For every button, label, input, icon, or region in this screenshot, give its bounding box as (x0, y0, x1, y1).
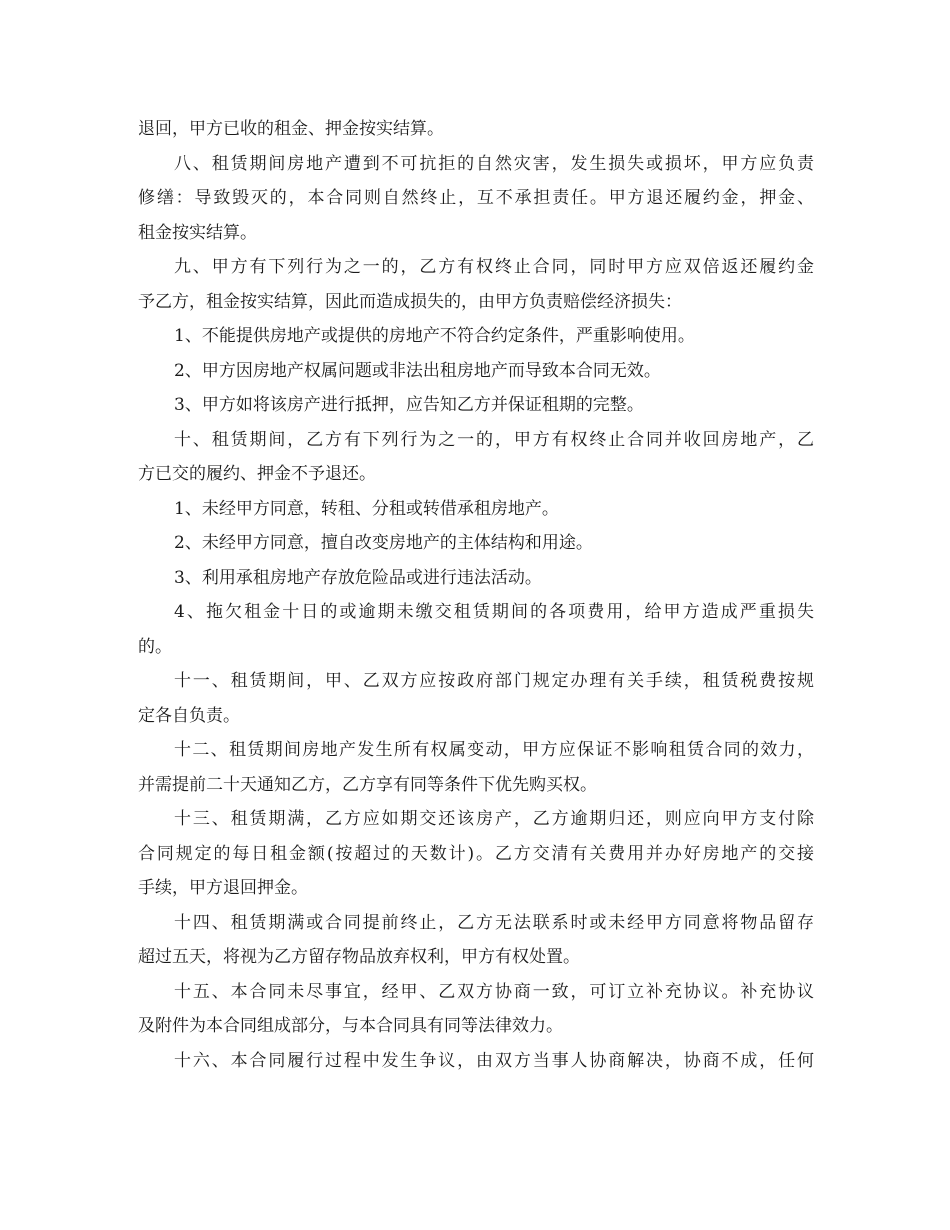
document-line: 超过五天，将视为乙方留存物品放弃权利，甲方有权处置。 (138, 947, 580, 967)
document-line: 十、租赁期间，乙方有下列行为之一的，甲方有权终止合同并收回房地产，乙 (174, 429, 814, 450)
document-line: 十二、租赁期间房地产发生所有权属变动，甲方应保证不影响租赁合同的效力， (174, 740, 814, 760)
document-line: 的。 (138, 636, 172, 657)
document-line: 退回，甲方已收的租金、押金按实结算。 (138, 119, 444, 139)
document-line: 4、拖欠租金十日的或逾期未缴交租赁期间的各项费用，给甲方造成严重损失 (174, 602, 814, 622)
document-line: 十一、租赁期间，甲、乙双方应按政府部门规定办理有关手续，租赁税费按规 (174, 671, 814, 691)
document-line: 租金按实结算。 (138, 222, 257, 243)
document-line: 十三、租赁期满，乙方应如期交还该房产，乙方逾期归还，则应向甲方支付除 (174, 809, 814, 829)
document-line: 十四、租赁期满或合同提前终止，乙方无法联系时或未经甲方同意将物品留存 (174, 912, 814, 933)
document-line: 十五、本合同未尽事宜，经甲、乙双方协商一致，可订立补充协议。补充协议 (174, 981, 814, 1002)
document-line: 方已交的履约、押金不予退还。 (138, 464, 376, 484)
document-line: 手续，甲方退回押金。 (138, 878, 308, 898)
document-page (138, 112, 814, 1078)
document-line: 2、未经甲方同意，擅自改变房地产的主体结构和用途。 (174, 533, 593, 553)
document-line: 予乙方，租金按实结算，因此而造成损失的，由甲方负责赔偿经济损失： (138, 291, 682, 312)
document-line: 合同规定的每日租金额(按超过的天数计)。乙方交清有关费用并办好房地产的交接 (138, 843, 814, 864)
document-line: 1、不能提供房地产或提供的房地产不符合约定条件，严重影响使用。 (174, 326, 695, 346)
document-body (138, 112, 814, 1078)
document-line: 1、未经甲方同意，转租、分租或转借承租房地产。 (174, 498, 559, 519)
document-line: 及附件为本合同组成部分，与本合同具有同等法律效力。 (138, 1016, 563, 1036)
document-line: 2、甲方因房地产权属问题或非法出租房地产而导致本合同无效。 (174, 360, 661, 381)
document-line: 定各自负责。 (138, 705, 240, 726)
document-line: 3、利用承租房地产存放危险品或进行违法活动。 (174, 567, 542, 588)
document-line: 3、甲方如将该房产进行抵押，应告知乙方并保证租期的完整。 (174, 395, 644, 415)
document-line: 九、甲方有下列行为之一的，乙方有权终止合同，同时甲方应双倍返还履约金 (174, 257, 814, 277)
document-line: 并需提前二十天通知乙方，乙方享有同等条件下优先购买权。 (138, 774, 597, 795)
document-line: 十六、本合同履行过程中发生争议，由双方当事人协商解决，协商不成，任何 (174, 1050, 814, 1071)
document-line: 八、租赁期间房地产遭到不可抗拒的自然灾害，发生损失或损坏，甲方应负责 (174, 153, 814, 174)
document-line: 修缮：导致毁灭的，本合同则自然终止，互不承担责任。甲方退还履约金，押金、 (138, 188, 814, 208)
